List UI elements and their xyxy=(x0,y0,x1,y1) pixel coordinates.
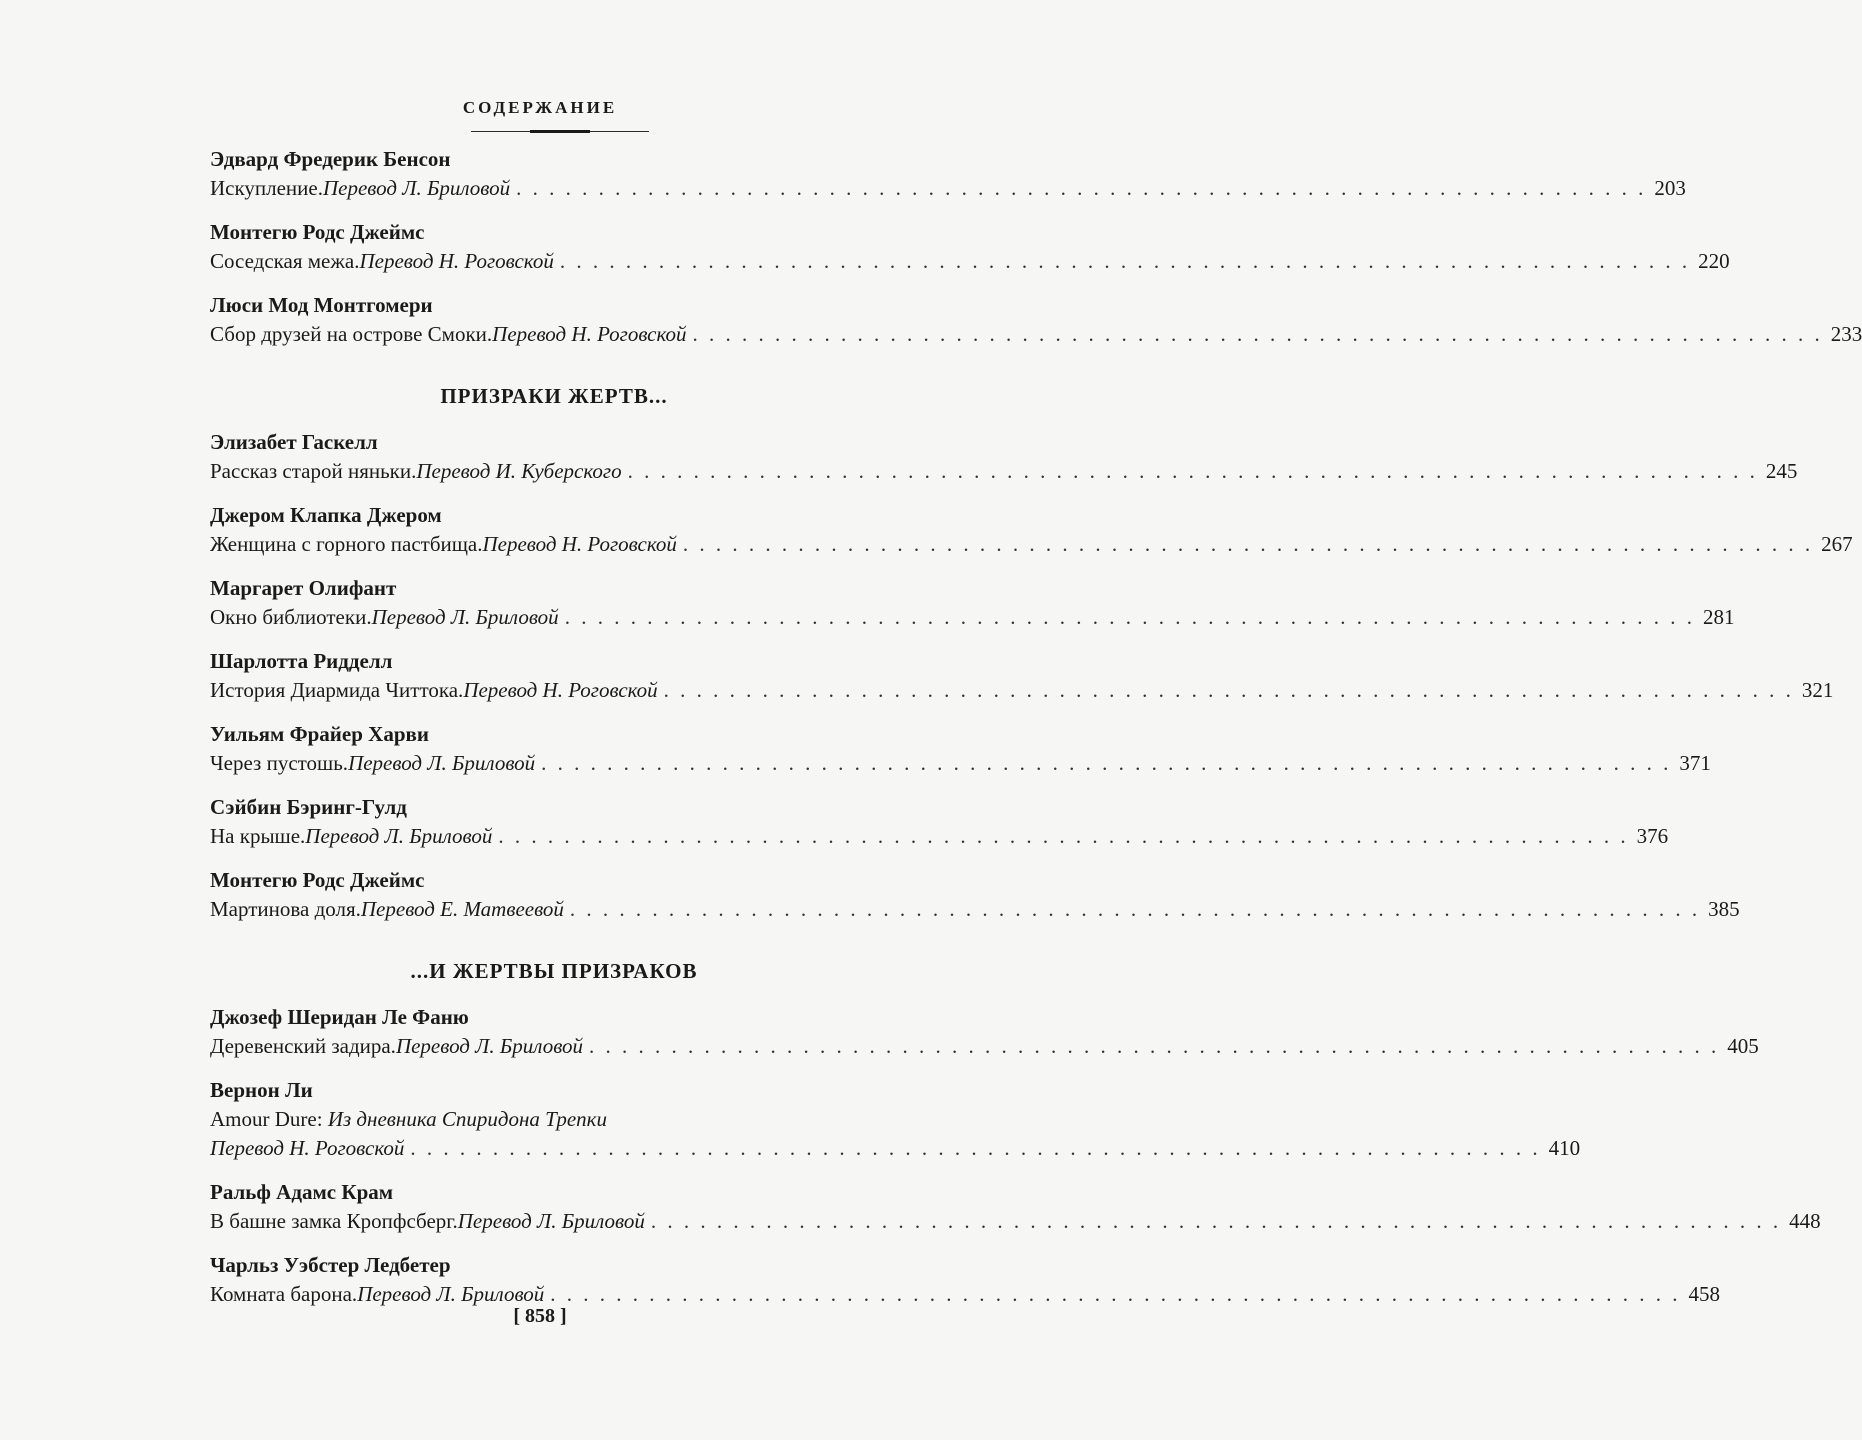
toc-author: Шарлотта Ридделл xyxy=(210,649,393,673)
toc-entry xyxy=(210,749,1711,777)
toc-author: Джозеф Шеридан Ле Фаню xyxy=(210,1005,469,1029)
toc-work-title: Мартинова доля. xyxy=(210,897,361,921)
toc-author: Элизабет Гаскелл xyxy=(210,430,378,454)
toc-author: Уильям Фрайер Харви xyxy=(210,722,429,746)
toc-work-title: Искупление. xyxy=(210,176,323,200)
leader-dots: . . . . . . . . . . . . . . . . . . . . . . . . . . . . . . . . . . . . . . . . . . . . . . . . . . . . . . . . . . . . . . . . . . . . . xyxy=(692,322,1823,346)
toc-page-number: 321 xyxy=(1801,678,1834,702)
toc-author: Монтегю Родс Джеймс xyxy=(210,868,425,892)
section-title-victims-ghosts: ПРИЗРАКИ ЖЕРТВ... xyxy=(440,384,668,408)
toc-translator: Перевод Л. Бриловой xyxy=(348,751,536,775)
toc-page-number: 376 xyxy=(1636,824,1669,848)
toc-work-title: Соседская межа. xyxy=(210,249,360,273)
toc-work-title: Сбор друзей на острове Смоки. xyxy=(210,322,493,346)
toc-translator: Перевод Л. Бриловой xyxy=(457,1209,645,1233)
toc-author: Маргарет Олифант xyxy=(210,576,397,600)
toc-translator: Перевод И. Куберского xyxy=(416,459,622,483)
leader-dots: . . . . . . . . . . . . . . . . . . . . . . . . . . . . . . . . . . . . . . . . . . . . . . . . . . . . . . . . . . . . . . . . . . . . . xyxy=(541,751,1672,775)
toc-entry xyxy=(210,174,1686,202)
toc-author: Люси Мод Монтгомери xyxy=(210,293,433,317)
toc-work-title: На крыше. xyxy=(210,824,306,848)
toc-translator: Перевод Н. Роговской xyxy=(492,322,687,346)
toc-entry xyxy=(210,457,1798,485)
toc-page-number: 448 xyxy=(1789,1209,1821,1233)
toc-translator: Перевод Н. Роговской xyxy=(210,1136,405,1160)
leader-dots: . . . . . . . . . . . . . . . . . . . . . . . . . . . . . . . . . . . . . . . . . . . . . . . . . . . . . . . . . . . . . . . . . . . . . xyxy=(516,176,1647,200)
toc-page-number: 203 xyxy=(1654,176,1686,200)
toc-page-number: 267 xyxy=(1821,532,1853,556)
toc-work-title: Деревенский задира. xyxy=(210,1034,396,1058)
page-number: [ 858 ] xyxy=(513,1305,567,1327)
toc-work-title: Amour Dure: xyxy=(210,1107,328,1131)
toc-work-title: Женщина с горного пастбища. xyxy=(210,532,483,556)
toc-work-line xyxy=(210,1105,908,1133)
toc-author: Эдвард Фредерик Бенсон xyxy=(210,147,451,171)
leader-dots: . . . . . . . . . . . . . . . . . . . . . . . . . . . . . . . . . . . . . . . . . . . . . . . . . . . . . . . . . . . . . . . . . . . . . xyxy=(498,824,1629,848)
toc-entry xyxy=(210,603,1735,631)
toc-work-title: Комната барона. xyxy=(210,1282,358,1306)
leader-dots: . . . . . . . . . . . . . . . . . . . . . . . . . . . . . . . . . . . . . . . . . . . . . . . . . . . . . . . . . . . . . . . . . . . . . xyxy=(410,1136,1541,1160)
toc-page-number: 245 xyxy=(1765,459,1798,483)
toc-entry xyxy=(210,530,1853,558)
running-head: СОДЕРЖАНИЕ xyxy=(462,98,618,117)
toc-page-number: 405 xyxy=(1727,1034,1759,1058)
toc-entry xyxy=(210,676,1834,704)
toc-entry xyxy=(210,1134,1581,1162)
toc-page-number: 220 xyxy=(1698,249,1730,273)
toc-translator: Перевод Л. Бриловой xyxy=(371,605,559,629)
toc-translator: Перевод Л. Бриловой xyxy=(305,824,493,848)
toc-author: Монтегю Родс Джеймс xyxy=(210,220,425,244)
table-of-contents xyxy=(210,145,1862,1308)
toc-translator: Перевод Н. Роговской xyxy=(482,532,677,556)
leader-dots: . . . . . . . . . . . . . . . . . . . . . . . . . . . . . . . . . . . . . . . . . . . . . . . . . . . . . . . . . . . . . . . . . . . . . xyxy=(559,249,1691,273)
toc-work-title: Окно библиотеки. xyxy=(210,605,372,629)
toc-author: Вернон Ли xyxy=(210,1078,313,1102)
toc-translator: Перевод Л. Бриловой xyxy=(395,1034,584,1058)
toc-entry xyxy=(210,895,1740,923)
leader-dots: . . . . . . . . . . . . . . . . . . . . . . . . . . . . . . . . . . . . . . . . . . . . . . . . . . . . . . . . . . . . . . . . . . . . . xyxy=(589,1034,1720,1058)
toc-work-subtitle: Из дневника Спиридона Трепки xyxy=(327,1107,607,1131)
section-title-ghosts-victims: ...И ЖЕРТВЫ ПРИЗРАКОВ xyxy=(410,959,698,983)
toc-author: Чарльз Уэбстер Ледбетер xyxy=(210,1253,451,1277)
toc-author: Джером Клапка Джером xyxy=(210,503,442,527)
toc-page-number: 281 xyxy=(1702,605,1735,629)
toc-entry xyxy=(210,822,1669,850)
head-rule-accent xyxy=(530,130,590,133)
toc-translator: Перевод Л. Бриловой xyxy=(322,176,511,200)
toc-page-number: 458 xyxy=(1688,1282,1721,1306)
toc-translator: Перевод Е. Матвеевой xyxy=(360,897,564,921)
toc-author: Сэйбин Бэринг-Гулд xyxy=(210,795,407,819)
toc-entry xyxy=(210,1032,1759,1060)
leader-dots: . . . . . . . . . . . . . . . . . . . . . . . . . . . . . . . . . . . . . . . . . . . . . . . . . . . . . . . . . . . . . . . . . . . . . xyxy=(564,605,1695,629)
toc-entry xyxy=(210,1280,1721,1308)
toc-page-number: 233 xyxy=(1830,322,1862,346)
toc-work-title: Рассказ старой няньки. xyxy=(210,459,417,483)
toc-work-title: История Диармида Читтока. xyxy=(210,678,464,702)
toc-entry xyxy=(210,1207,1821,1235)
toc-page-number: 410 xyxy=(1548,1136,1581,1160)
toc-work-title: В башне замка Кропфсберг. xyxy=(210,1209,458,1233)
toc-translator: Перевод Л. Бриловой xyxy=(357,1282,545,1306)
toc-entry xyxy=(210,247,1730,275)
toc-page-number: 371 xyxy=(1679,751,1711,775)
toc-page-number: 385 xyxy=(1708,897,1740,921)
leader-dots: . . . . . . . . . . . . . . . . . . . . . . . . . . . . . . . . . . . . . . . . . . . . . . . . . . . . . . . . . . . . . . . . . . . . . xyxy=(550,1282,1681,1306)
toc-translator: Перевод Н. Роговской xyxy=(359,249,554,273)
leader-dots: . . . . . . . . . . . . . . . . . . . . . . . . . . . . . . . . . . . . . . . . . . . . . . . . . . . . . . . . . . . . . . . . . . . . . xyxy=(682,532,1814,556)
leader-dots: . . . . . . . . . . . . . . . . . . . . . . . . . . . . . . . . . . . . . . . . . . . . . . . . . . . . . . . . . . . . . . . . . . . . . xyxy=(569,897,1701,921)
toc-author: Ральф Адамс Крам xyxy=(210,1180,394,1204)
toc-translator: Перевод Н. Роговской xyxy=(463,678,658,702)
toc-work-title: Через пустошь. xyxy=(210,751,349,775)
leader-dots: . . . . . . . . . . . . . . . . . . . . . . . . . . . . . . . . . . . . . . . . . . . . . . . . . . . . . . . . . . . . . . . . . . . . . xyxy=(663,678,1794,702)
toc-entry xyxy=(210,320,1862,348)
leader-dots: . . . . . . . . . . . . . . . . . . . . . . . . . . . . . . . . . . . . . . . . . . . . . . . . . . . . . . . . . . . . . . . . . . . . . xyxy=(627,459,1758,483)
leader-dots: . . . . . . . . . . . . . . . . . . . . . . . . . . . . . . . . . . . . . . . . . . . . . . . . . . . . . . . . . . . . . . . . . . . . . xyxy=(650,1209,1782,1233)
